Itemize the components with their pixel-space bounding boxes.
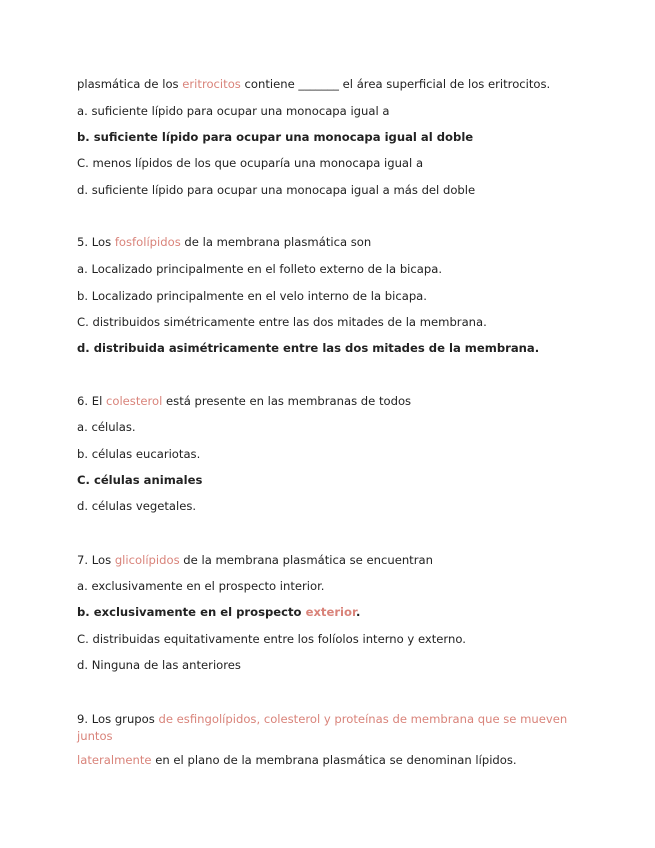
- q5-stem: [77, 234, 371, 250]
- q6-option-c-correct: C. células animales: [77, 473, 203, 487]
- q7-option-b-text: b. exclusivamente en el prospecto: [77, 605, 306, 619]
- q-prev-stem-text: plasmática de los: [77, 77, 183, 91]
- q5-stem-highlight: fosfolípidos: [114, 235, 181, 249]
- q5-stem-text: 5. Los: [77, 235, 115, 249]
- q5-stem-text-end: de la membrana plasmática son: [180, 235, 372, 249]
- q-prev-option-b-correct: b. suficiente lípido para ocupar una monocapa igual al doble: [77, 130, 474, 144]
- q7-option-c: C. distribuidas equitativamente entre los folíolos interno y externo.: [77, 632, 466, 646]
- q-prev-option-c: C. menos lípidos de los que ocuparía una monocapa igual a: [77, 156, 424, 170]
- q-prev-stem: [77, 76, 550, 92]
- q7-stem-highlight: glicolípidos: [114, 553, 180, 567]
- q6-stem-text: 6. El: [77, 394, 106, 408]
- q7-option-b-highlight: exterior: [305, 605, 357, 619]
- q7-stem-text: 7. Los: [77, 553, 115, 567]
- q7-option-a: a. exclusivamente en el prospecto interior.: [77, 579, 325, 593]
- q6-stem-text-end: está presente en las membranas de todos: [162, 394, 412, 408]
- q6-option-d: d. células vegetales.: [77, 499, 197, 513]
- q9-stem-highlight: de esfingolípidos, colesterol y proteínas de membrana que se mueven juntos: [77, 712, 568, 743]
- q6-option-b: b. células eucariotas.: [77, 447, 201, 461]
- q-prev-stem-text-end: contiene _______ el área superficial de los eritrocitos.: [240, 77, 551, 91]
- q-prev-option-d: d. suficiente lípido para ocupar una monocapa igual a más del doble: [77, 183, 476, 197]
- q5-option-c: C. distribuidos simétricamente entre las dos mitades de la membrana.: [77, 315, 487, 329]
- q5-option-a: a. Localizado principalmente en el folleto externo de la bicapa.: [77, 262, 443, 276]
- q5-option-d-correct: d. distribuida asimétricamente entre las dos mitades de la membrana.: [77, 341, 540, 355]
- q7-option-b-period: .: [356, 605, 361, 619]
- q-prev-stem-highlight: eritrocitos: [182, 77, 241, 91]
- q7-option-b-correct: [77, 604, 360, 620]
- q9-line2-text: en el plano de la membrana plasmática se denominan lípidos.: [151, 753, 517, 767]
- q6-stem: [77, 393, 411, 409]
- q6-option-a: a. células.: [77, 420, 136, 434]
- q-prev-option-a: a. suficiente lípido para ocupar una monocapa igual a: [77, 104, 390, 118]
- q7-option-d: d. Ninguna de las anteriores: [77, 658, 241, 672]
- q9-line2-highlight: lateralmente: [77, 753, 152, 767]
- q5-option-b: b. Localizado principalmente en el velo interno de la bicapa.: [77, 289, 427, 303]
- q9-stem-text: 9. Los grupos: [77, 712, 159, 726]
- q9-stem: [77, 711, 587, 745]
- q9-stem-line2: [77, 752, 517, 768]
- q7-stem: [77, 552, 433, 568]
- q6-stem-highlight: colesterol: [105, 394, 163, 408]
- q7-stem-text-end: de la membrana plasmática se encuentran: [179, 553, 433, 567]
